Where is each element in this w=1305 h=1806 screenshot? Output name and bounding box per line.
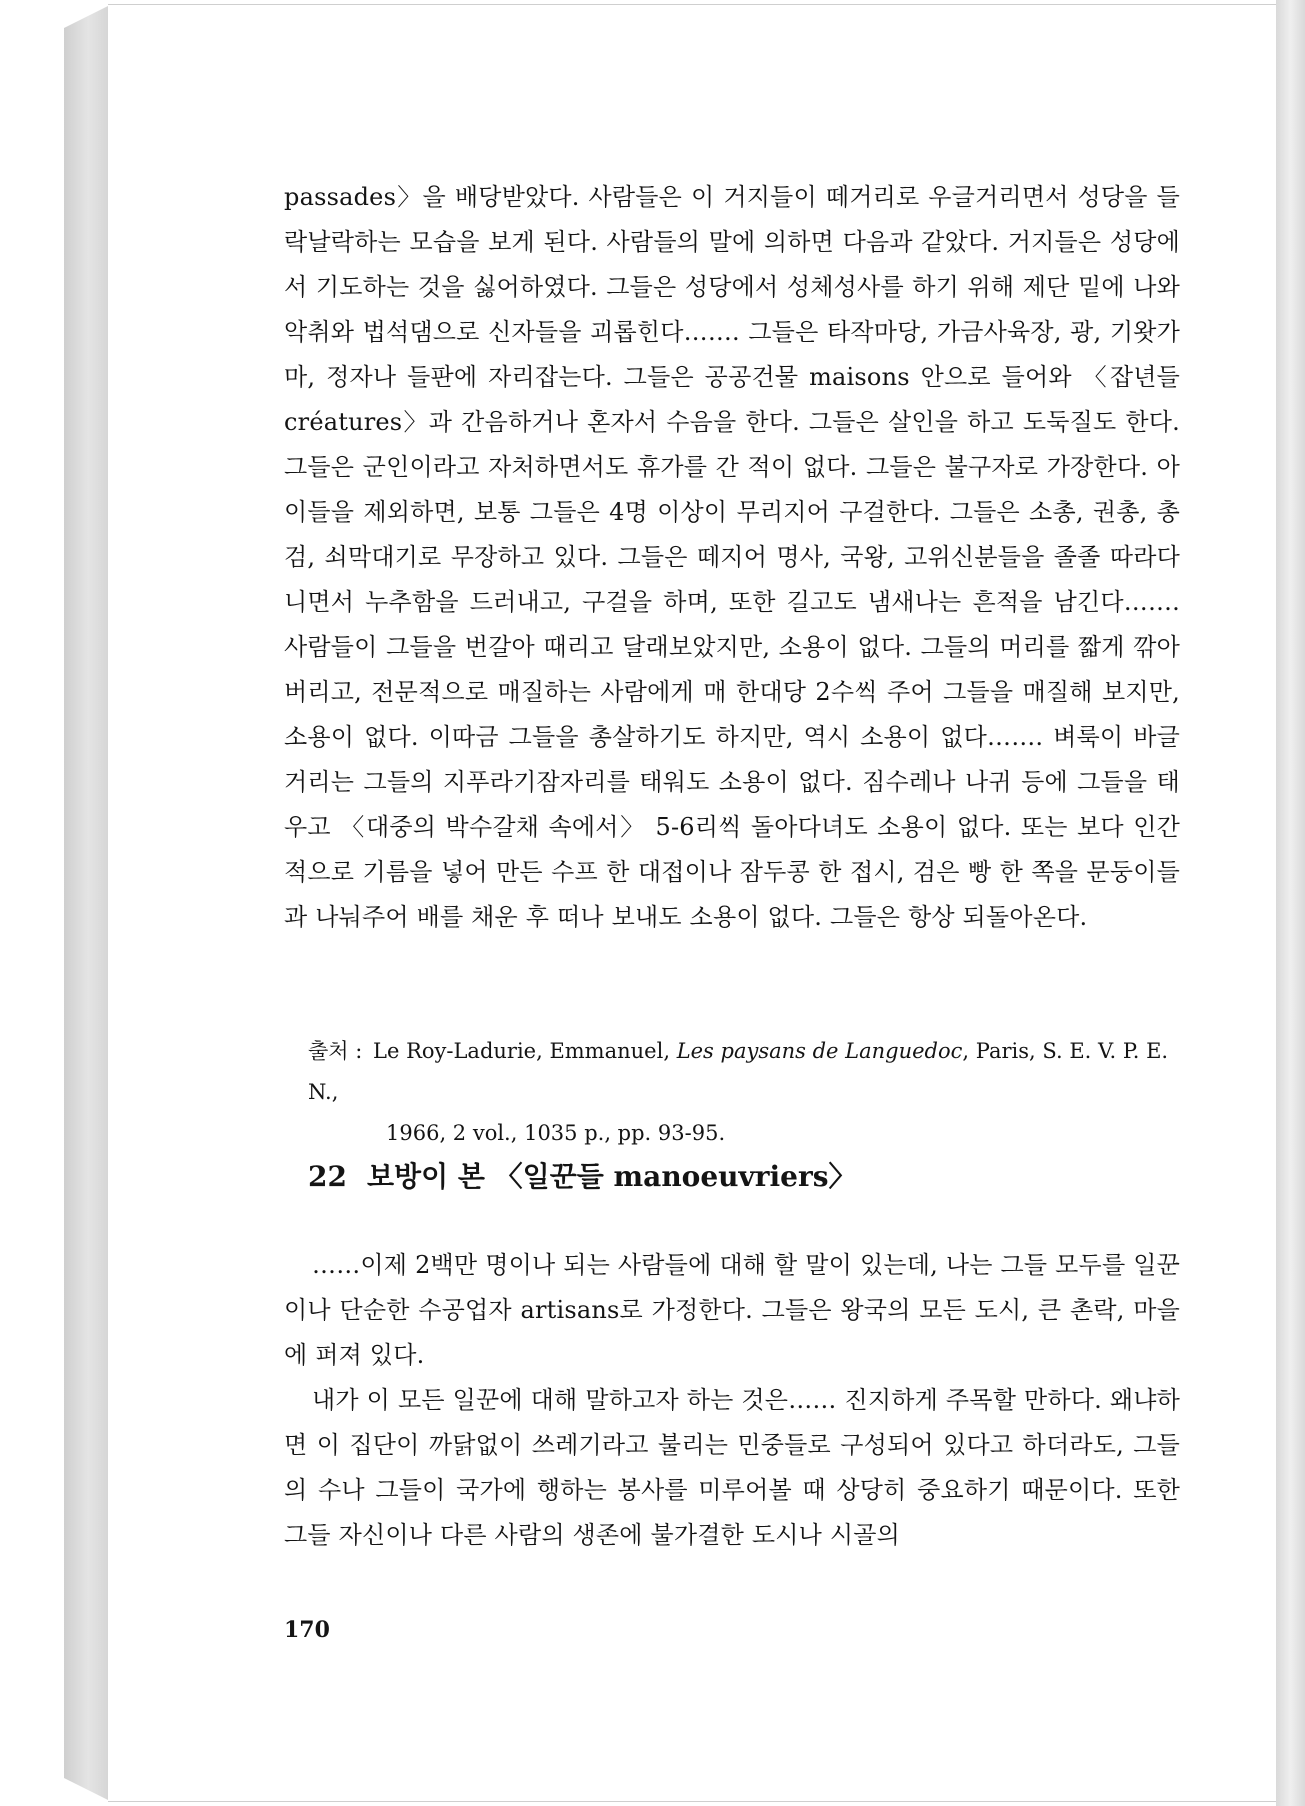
source-details: 1966, 2 vol., 1035 p., pp. 93-95. [386, 1121, 726, 1145]
book-left-edge [64, 6, 108, 1800]
source-publisher: , Paris, S. E. V. P. E. N., [308, 1039, 1169, 1104]
source-citation [308, 1031, 1180, 1154]
section-number: 22 [308, 1160, 347, 1193]
body-paragraph-2: ……이제 2백만 명이나 되는 사람들에 대해 할 말이 있는데, 나는 그들 모두를 일꾼이나 단순한 수공업자 artisans로 가정한다. 그들은 왕국의 모든 도시, 큰 촌락, 마을에 퍼져 있다. [284, 1251, 1180, 1369]
page-number: 170 [284, 1617, 330, 1643]
source-title: Les paysans de Languedoc [676, 1039, 963, 1063]
section-title: 보방이 본 〈일꾼들 manoeuvriers〉 [366, 1160, 857, 1193]
body-paragraph-3: 내가 이 모든 일꾼에 대해 말하고자 하는 것은…… 진지하게 주목할 만하다. 왜냐하면 이 집단이 까닭없이 쓰레기라고 불리는 민중들로 구성되어 있다고 하더라도, 그들의 수나 그들이 국가에 행하는 봉사를 미루어볼 때 상당히 중요하기 때문이다. 또한 그들 자신이나 다른 사람의 생존에 불가결한 도시나 시골의 [284, 1386, 1180, 1549]
book-page [108, 4, 1276, 1802]
book-right-edge [1276, 0, 1305, 1806]
source-author: Le Roy-Ladurie, Emmanuel, [373, 1039, 670, 1063]
body-paragraph-1: passades〉을 배당받았다. 사람들은 이 거지들이 떼거리로 우글거리면서 성당을 들락날락하는 모습을 보게 된다. 사람들의 말에 의하면 다음과 같았다. 거지들은 성당에서 기도하는 것을 싫어하였다. 그들은 성당에서 성체성사를 하기 위해 제단 밑에 나와 악취와 법석댐으로 신자들을 괴롭힌다……. 그들은 타작마당, 가금사육장, 광, 기왓가마, 정자나 들판에 자리잡는다. 그들은 공공건물 maisons 안으로 들어와 〈잡년들 créatures〉과 간음하거나 혼자서 수음을 한다. 그들은 살인을 하고 도둑질도 한다. 그들은 군인이라고 자처하면서도 휴가를 간 적이 없다. 그들은 불구자로 가장한다. 아이들을 제외하면, 보통 그들은 4명 이상이 무리지어 구걸한다. 그들은 소총, 권총, 총검, 쇠막대기로 무장하고 있다. 그들은 떼지어 명사, 국왕, 고위신분들을 졸졸 따라다니면서 누추함을 드러내고, 구걸을 하며, 또한 길고도 냄새나는 흔적을 남긴다……. 사람들이 그들을 번갈아 때리고 달래보았지만, 소용이 없다. 그들의 머리를 짧게 깎아버리고, 전문적으로 매질하는 사람에게 매 한대당 2수씩 주어 그들을 매질해 보지만, 소용이 없다. 이따금 그들을 총살하기도 하지만, 역시 소용이 없다……. 벼룩이 바글거리는 그들의 지푸라기잠자리를 태워도 소용이 없다. 짐수레나 나귀 등에 그들을 태우고 〈대중의 박수갈채 속에서〉 5-6리씩 돌아다녀도 소용이 없다. 또는 보다 인간적으로 기름을 넣어 만든 수프 한 대접이나 잠두콩 한 접시, 검은 빵 한 쪽을 문둥이들과 나눠주어 배를 채운 후 떠나 보내도 소용이 없다. 그들은 항상 되돌아온다. [284, 183, 1180, 931]
source-label: 출처 : [308, 1039, 363, 1063]
section-heading [308, 1155, 857, 1195]
